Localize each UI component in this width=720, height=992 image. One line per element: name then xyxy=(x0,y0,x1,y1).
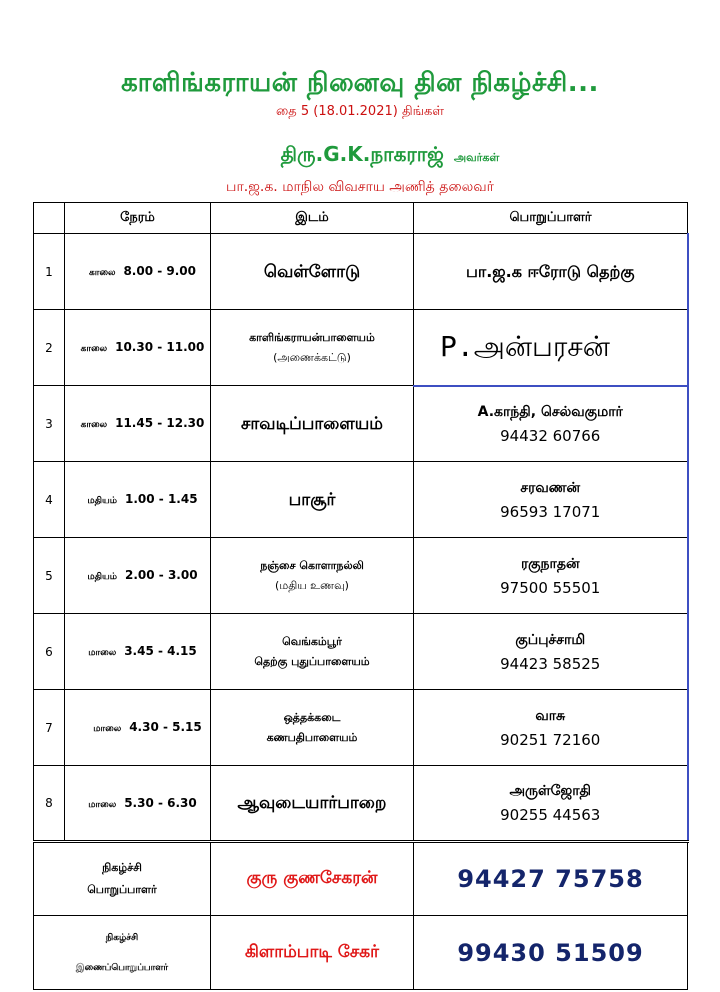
table-row xyxy=(34,462,688,538)
col-place-header: இடம் xyxy=(211,203,414,234)
resp-name: வாசு xyxy=(535,707,566,724)
page-title: காளிங்கராயன் நினைவு தின நிகழ்ச்சி... xyxy=(121,68,599,98)
table-header-row xyxy=(34,203,688,234)
resp-name: குப்புச்சாமி xyxy=(515,631,586,648)
resp-cell xyxy=(414,310,688,386)
footer-name: குரு குணசேகரன் xyxy=(211,842,414,916)
resp-cell xyxy=(414,614,688,690)
table-row xyxy=(34,690,688,766)
resp-name: ரகுநாதன் xyxy=(520,555,580,572)
place-name: நஞ்சை கொளாநல்லி xyxy=(260,558,364,572)
schedule-table xyxy=(33,202,689,990)
guest-name: G.K.நாகராஜ் xyxy=(323,142,444,166)
footer-phone: 94427 75758 xyxy=(414,842,688,916)
time-value: 3.45 - 4.15 xyxy=(124,644,197,658)
resp-cell xyxy=(414,538,688,614)
place-cell xyxy=(211,766,414,842)
resp-phone: 96593 17071 xyxy=(500,502,601,521)
place-name: பாசூர் xyxy=(288,489,336,510)
resp-phone: 94432 60766 xyxy=(500,426,601,445)
table-row xyxy=(34,538,688,614)
time-cell xyxy=(65,766,211,842)
row-number: 7 xyxy=(34,690,65,766)
resp-cell xyxy=(414,234,688,310)
place-name: வெங்கம்பூர் xyxy=(282,634,342,648)
footer-label xyxy=(34,842,211,916)
resp-phone: 97500 55501 xyxy=(500,578,601,597)
guest-prefix: திரு. xyxy=(280,142,324,166)
footer-label-line1: நிகழ்ச்சி xyxy=(105,932,139,943)
event-date: தை 5 (18.01.2021) திங்கள் xyxy=(275,104,445,119)
row-number: 5 xyxy=(34,538,65,614)
place-cell xyxy=(211,690,414,766)
place-subtitle: கணபதிபாளையம் xyxy=(266,730,358,744)
time-cell xyxy=(65,538,211,614)
place-cell xyxy=(211,538,414,614)
place-name: ஒத்தக்கடை xyxy=(283,710,341,724)
table-row xyxy=(34,766,688,842)
resp-name: சரவணன் xyxy=(520,479,581,496)
guest-line xyxy=(30,142,720,169)
footer-label-line1: நிகழ்ச்சி xyxy=(102,861,142,874)
guest-honorific: அவர்கள் xyxy=(453,151,500,164)
table-row xyxy=(34,234,688,310)
time-cell xyxy=(65,614,211,690)
place-name: காளிங்கராயன்பாளையம் xyxy=(249,330,375,344)
row-number: 3 xyxy=(34,386,65,462)
footer-phone: 99430 51509 xyxy=(414,916,688,990)
time-cell xyxy=(65,690,211,766)
place-cell xyxy=(211,614,414,690)
time-value: 4.30 - 5.15 xyxy=(129,720,202,734)
time-label: காலை xyxy=(80,420,108,430)
time-cell xyxy=(65,310,211,386)
time-label: மாலை xyxy=(93,724,122,734)
resp-phone: 90255 44563 xyxy=(500,806,601,824)
resp-name: அருள்ஜோதி xyxy=(509,783,592,799)
time-value: 2.00 - 3.00 xyxy=(125,568,198,582)
row-number: 8 xyxy=(34,766,65,842)
resp-cell xyxy=(414,386,688,462)
row-number: 4 xyxy=(34,462,65,538)
resp-name: பா.ஜ.க ஈரோடு தெற்கு xyxy=(465,261,635,281)
time-cell xyxy=(65,234,211,310)
row-number: 6 xyxy=(34,614,65,690)
resp-name: A.காந்தி, செல்வகுமார் xyxy=(477,403,623,420)
footer-label-line2: இணைப்பொறுப்பாளர் xyxy=(75,962,169,973)
resp-cell xyxy=(414,690,688,766)
footer-label-line2: பொறுப்பாளர் xyxy=(87,883,157,896)
row-number: 2 xyxy=(34,310,65,386)
place-cell xyxy=(211,310,414,386)
col-resp-header: பொறுப்பாளர் xyxy=(414,203,688,234)
table-row xyxy=(34,310,688,386)
row-number: 1 xyxy=(34,234,65,310)
time-label: மாலை xyxy=(88,648,117,658)
time-value: 11.45 - 12.30 xyxy=(115,416,205,430)
place-name: சாவடிப்பாளையம் xyxy=(241,413,383,434)
footer-label xyxy=(34,916,211,990)
place-cell xyxy=(211,386,414,462)
place-subtitle: (அணைக்கட்டு) xyxy=(273,350,351,364)
resp-phone: 90251 72160 xyxy=(500,730,601,749)
time-value: 1.00 - 1.45 xyxy=(125,492,198,506)
time-value: 5.30 - 6.30 xyxy=(124,795,197,810)
place-cell xyxy=(211,234,414,310)
resp-phone: 94423 58525 xyxy=(500,654,601,673)
resp-name: P.அன்பரசன் xyxy=(440,330,610,364)
place-subtitle: தெற்கு புதுப்பாளையம் xyxy=(254,654,370,668)
table-row xyxy=(34,386,688,462)
time-cell xyxy=(65,462,211,538)
place-cell xyxy=(211,462,414,538)
time-label: மதியம் xyxy=(87,496,117,506)
time-value: 8.00 - 9.00 xyxy=(123,264,196,278)
footer-row xyxy=(34,842,688,916)
table-row xyxy=(34,614,688,690)
footer-name: கிளாம்பாடி சேகர் xyxy=(211,916,414,990)
guest-role: பா.ஜ.க. மாநில விவசாய அணித் தலைவர் xyxy=(226,179,494,195)
resp-cell xyxy=(414,766,688,842)
footer-row xyxy=(34,916,688,990)
col-time-header: நேரம் xyxy=(65,203,211,234)
resp-cell xyxy=(414,462,688,538)
place-name: ஆவுடையார்பாறை xyxy=(237,793,387,813)
place-name: வெள்ளோடு xyxy=(263,261,361,282)
col-sn-header xyxy=(34,203,65,234)
time-label: காலை xyxy=(88,268,116,278)
place-subtitle: (மதிய உணவு) xyxy=(275,578,349,592)
time-label: காலை xyxy=(80,344,108,354)
time-label: மாலை xyxy=(88,799,117,810)
time-label: மதியம் xyxy=(87,572,117,582)
time-value: 10.30 - 11.00 xyxy=(115,340,205,354)
time-cell xyxy=(65,386,211,462)
